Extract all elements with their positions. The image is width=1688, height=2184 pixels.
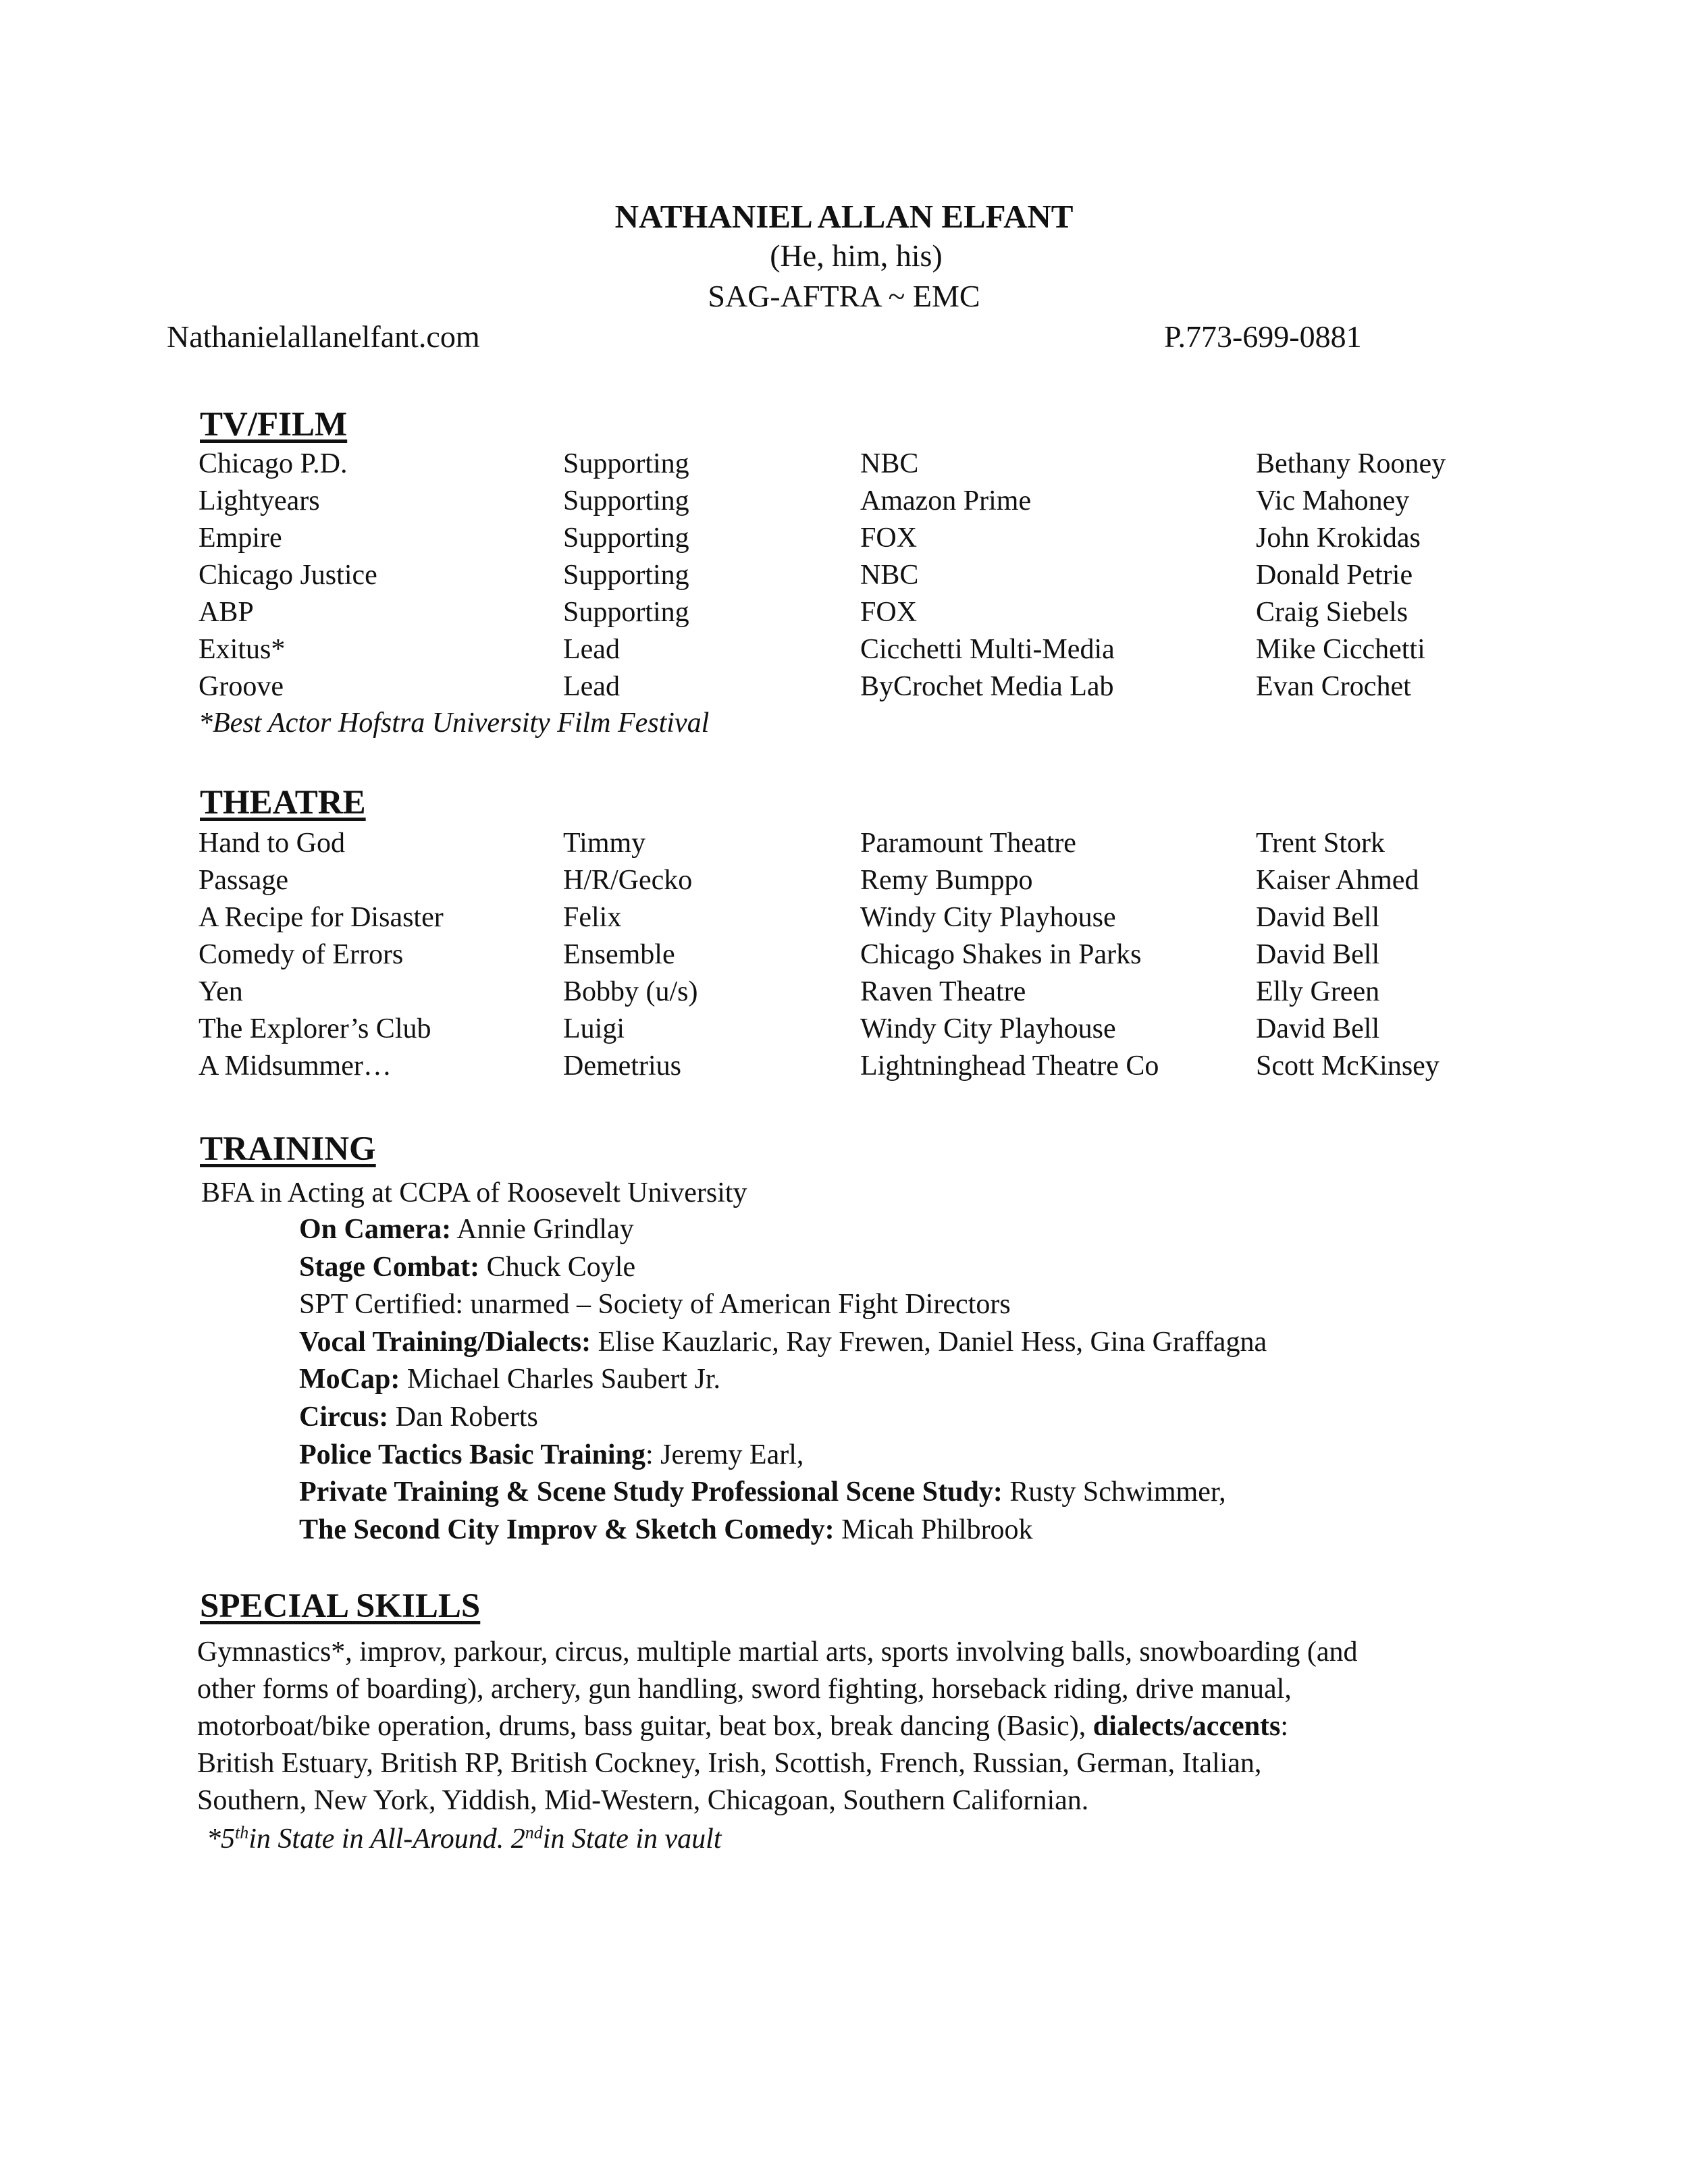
special-skills-text [197, 1634, 1480, 1819]
role: Supporting [563, 485, 689, 516]
training-item [299, 1439, 1267, 1476]
training-item [299, 1363, 1267, 1401]
project-title: A Recipe for Disaster [199, 902, 444, 933]
section-title-training: TRAINING [200, 1130, 376, 1168]
company: Windy City Playhouse [860, 902, 1116, 933]
company: ByCrochet Media Lab [860, 671, 1114, 702]
company: Paramount Theatre [860, 828, 1076, 859]
theatre-row [199, 976, 1549, 1013]
director: Donald Petrie [1256, 560, 1413, 591]
skills-line: other forms of boarding), archery, gun handling, sword fighting, horseback riding, drive manual, [197, 1674, 1292, 1705]
training-item [299, 1213, 1267, 1251]
tvfilm-row [199, 485, 1549, 522]
company: FOX [860, 597, 918, 628]
theatre-row [199, 1013, 1549, 1050]
training-label: On Camera: [299, 1214, 452, 1245]
director: Evan Crochet [1256, 671, 1411, 702]
pronouns: (He, him, his) [770, 238, 943, 273]
training-label: Vocal Training/Dialects: [299, 1326, 591, 1358]
director: Elly Green [1256, 976, 1380, 1007]
company: Raven Theatre [860, 976, 1026, 1007]
director: Vic Mahoney [1256, 485, 1410, 516]
training-label: Circus: [299, 1401, 389, 1433]
training-instructor: Elise Kauzlaric, Ray Frewen, Daniel Hess, Gina Graffagna [591, 1326, 1267, 1358]
director: David Bell [1256, 902, 1380, 933]
director: Scott McKinsey [1256, 1050, 1440, 1082]
theatre-row [199, 901, 1549, 938]
training-label: The Second City Improv & Sketch Comedy: [299, 1514, 835, 1545]
project-title: Chicago P.D. [199, 448, 348, 479]
role: Supporting [563, 448, 689, 479]
tvfilm-footnote: *Best Actor Hofstra University Film Festival [199, 708, 710, 739]
tvfilm-row [199, 633, 1549, 670]
skills-footnote: *5thin State in All-Around. 2ndin State in vault [207, 1823, 722, 1855]
project-title: The Explorer’s Club [199, 1013, 431, 1044]
training-instructor: Chuck Coyle [479, 1251, 636, 1283]
tvfilm-row [199, 559, 1549, 596]
skills-line: Gymnastics*, improv, parkour, circus, multiple martial arts, sports involving balls, snowboarding (and [197, 1636, 1358, 1668]
training-label: MoCap: [299, 1364, 400, 1395]
director: Trent Stork [1256, 828, 1385, 859]
company: FOX [860, 523, 918, 554]
role: Timmy [563, 828, 646, 859]
role: Supporting [563, 523, 689, 554]
dialects-label: dialects/accents [1092, 1711, 1281, 1742]
company: Remy Bumppo [860, 865, 1033, 896]
training-item [299, 1401, 1267, 1439]
training-instructor: Rusty Schwimmer, [1002, 1476, 1226, 1508]
tvfilm-row [199, 670, 1549, 708]
project-title: Empire [199, 523, 282, 554]
tvfilm-credits [199, 448, 1549, 708]
project-title: Yen [199, 976, 243, 1007]
training-label: Stage Combat: [299, 1251, 480, 1283]
project-title: Groove [199, 671, 284, 702]
theatre-row [199, 1050, 1549, 1087]
role: H/R/Gecko [563, 865, 693, 896]
project-title: Chicago Justice [199, 560, 377, 591]
training-item [299, 1288, 1267, 1326]
theatre-row [199, 827, 1549, 864]
training-list [299, 1213, 1267, 1551]
skills-line: motorboat/bike operation, drums, bass guitar, beat box, break dancing (Basic), dialects/accents: [197, 1711, 1289, 1742]
role: Lead [563, 634, 620, 665]
role: Demetrius [563, 1050, 681, 1082]
director: Kaiser Ahmed [1256, 865, 1419, 896]
role: Supporting [563, 560, 689, 591]
director: Mike Cicchetti [1256, 634, 1425, 665]
director: Craig Siebels [1256, 597, 1408, 628]
section-title-theatre: THEATRE [200, 784, 366, 822]
training-degree: BFA in Acting at CCPA of Roosevelt University [201, 1177, 747, 1208]
training-instructor: Annie Grindlay [451, 1214, 634, 1245]
company: NBC [860, 448, 919, 479]
project-title: Lightyears [199, 485, 320, 516]
resume-name: NATHANIEL ALLAN ELFANT [614, 198, 1074, 235]
training-instructor: Micah Philbrook [834, 1514, 1033, 1545]
training-item [299, 1326, 1267, 1364]
project-title: A Midsummer… [199, 1050, 392, 1082]
training-instructor: Dan Roberts [388, 1401, 538, 1433]
skills-line: British Estuary, British RP, British Cockney, Irish, Scottish, French, Russian, German, Italian, [197, 1748, 1262, 1779]
training-instructor: SPT Certified: unarmed – Society of American Fight Directors [299, 1289, 1011, 1321]
company: Windy City Playhouse [860, 1013, 1116, 1044]
training-item [299, 1514, 1267, 1551]
project-title: Exitus* [199, 634, 286, 665]
section-title-special-skills: SPECIAL SKILLS [200, 1587, 481, 1625]
director: John Krokidas [1256, 523, 1421, 554]
theatre-row [199, 864, 1549, 901]
training-instructor: : Jeremy Earl, [645, 1439, 804, 1470]
theatre-row [199, 938, 1549, 976]
tvfilm-row [199, 596, 1549, 633]
role: Bobby (u/s) [563, 976, 698, 1007]
role: Luigi [563, 1013, 625, 1044]
website-link[interactable]: Nathanielallanelfant.com [167, 319, 480, 354]
theatre-credits [199, 827, 1549, 1087]
union-affiliations: SAG-AFTRA ~ EMC [708, 279, 980, 313]
skills-line: Southern, New York, Yiddish, Mid-Western, Chicagoan, Southern Californian. [197, 1785, 1089, 1816]
training-label: Private Training & Scene Study Professional Scene Study: [299, 1476, 1003, 1508]
role: Lead [563, 671, 620, 702]
project-title: Passage [199, 865, 288, 896]
training-label: Police Tactics Basic Training [299, 1439, 645, 1470]
company: Lightninghead Theatre Co [860, 1050, 1159, 1082]
project-title: ABP [199, 597, 254, 628]
director: David Bell [1256, 939, 1380, 970]
company: Chicago Shakes in Parks [860, 939, 1142, 970]
role: Ensemble [563, 939, 675, 970]
company: Amazon Prime [860, 485, 1032, 516]
company: Cicchetti Multi-Media [860, 634, 1115, 665]
training-instructor: Michael Charles Saubert Jr. [400, 1364, 721, 1395]
tvfilm-row [199, 522, 1549, 559]
tvfilm-row [199, 448, 1549, 485]
role: Supporting [563, 597, 689, 628]
phone-number: P.773-699-0881 [1164, 319, 1362, 354]
director: David Bell [1256, 1013, 1380, 1044]
project-title: Hand to God [199, 828, 345, 859]
role: Felix [563, 902, 622, 933]
training-item [299, 1476, 1267, 1514]
section-title-tvfilm: TV/FILM [200, 406, 348, 444]
project-title: Comedy of Errors [199, 939, 404, 970]
director: Bethany Rooney [1256, 448, 1446, 479]
company: NBC [860, 560, 919, 591]
training-item [299, 1251, 1267, 1289]
